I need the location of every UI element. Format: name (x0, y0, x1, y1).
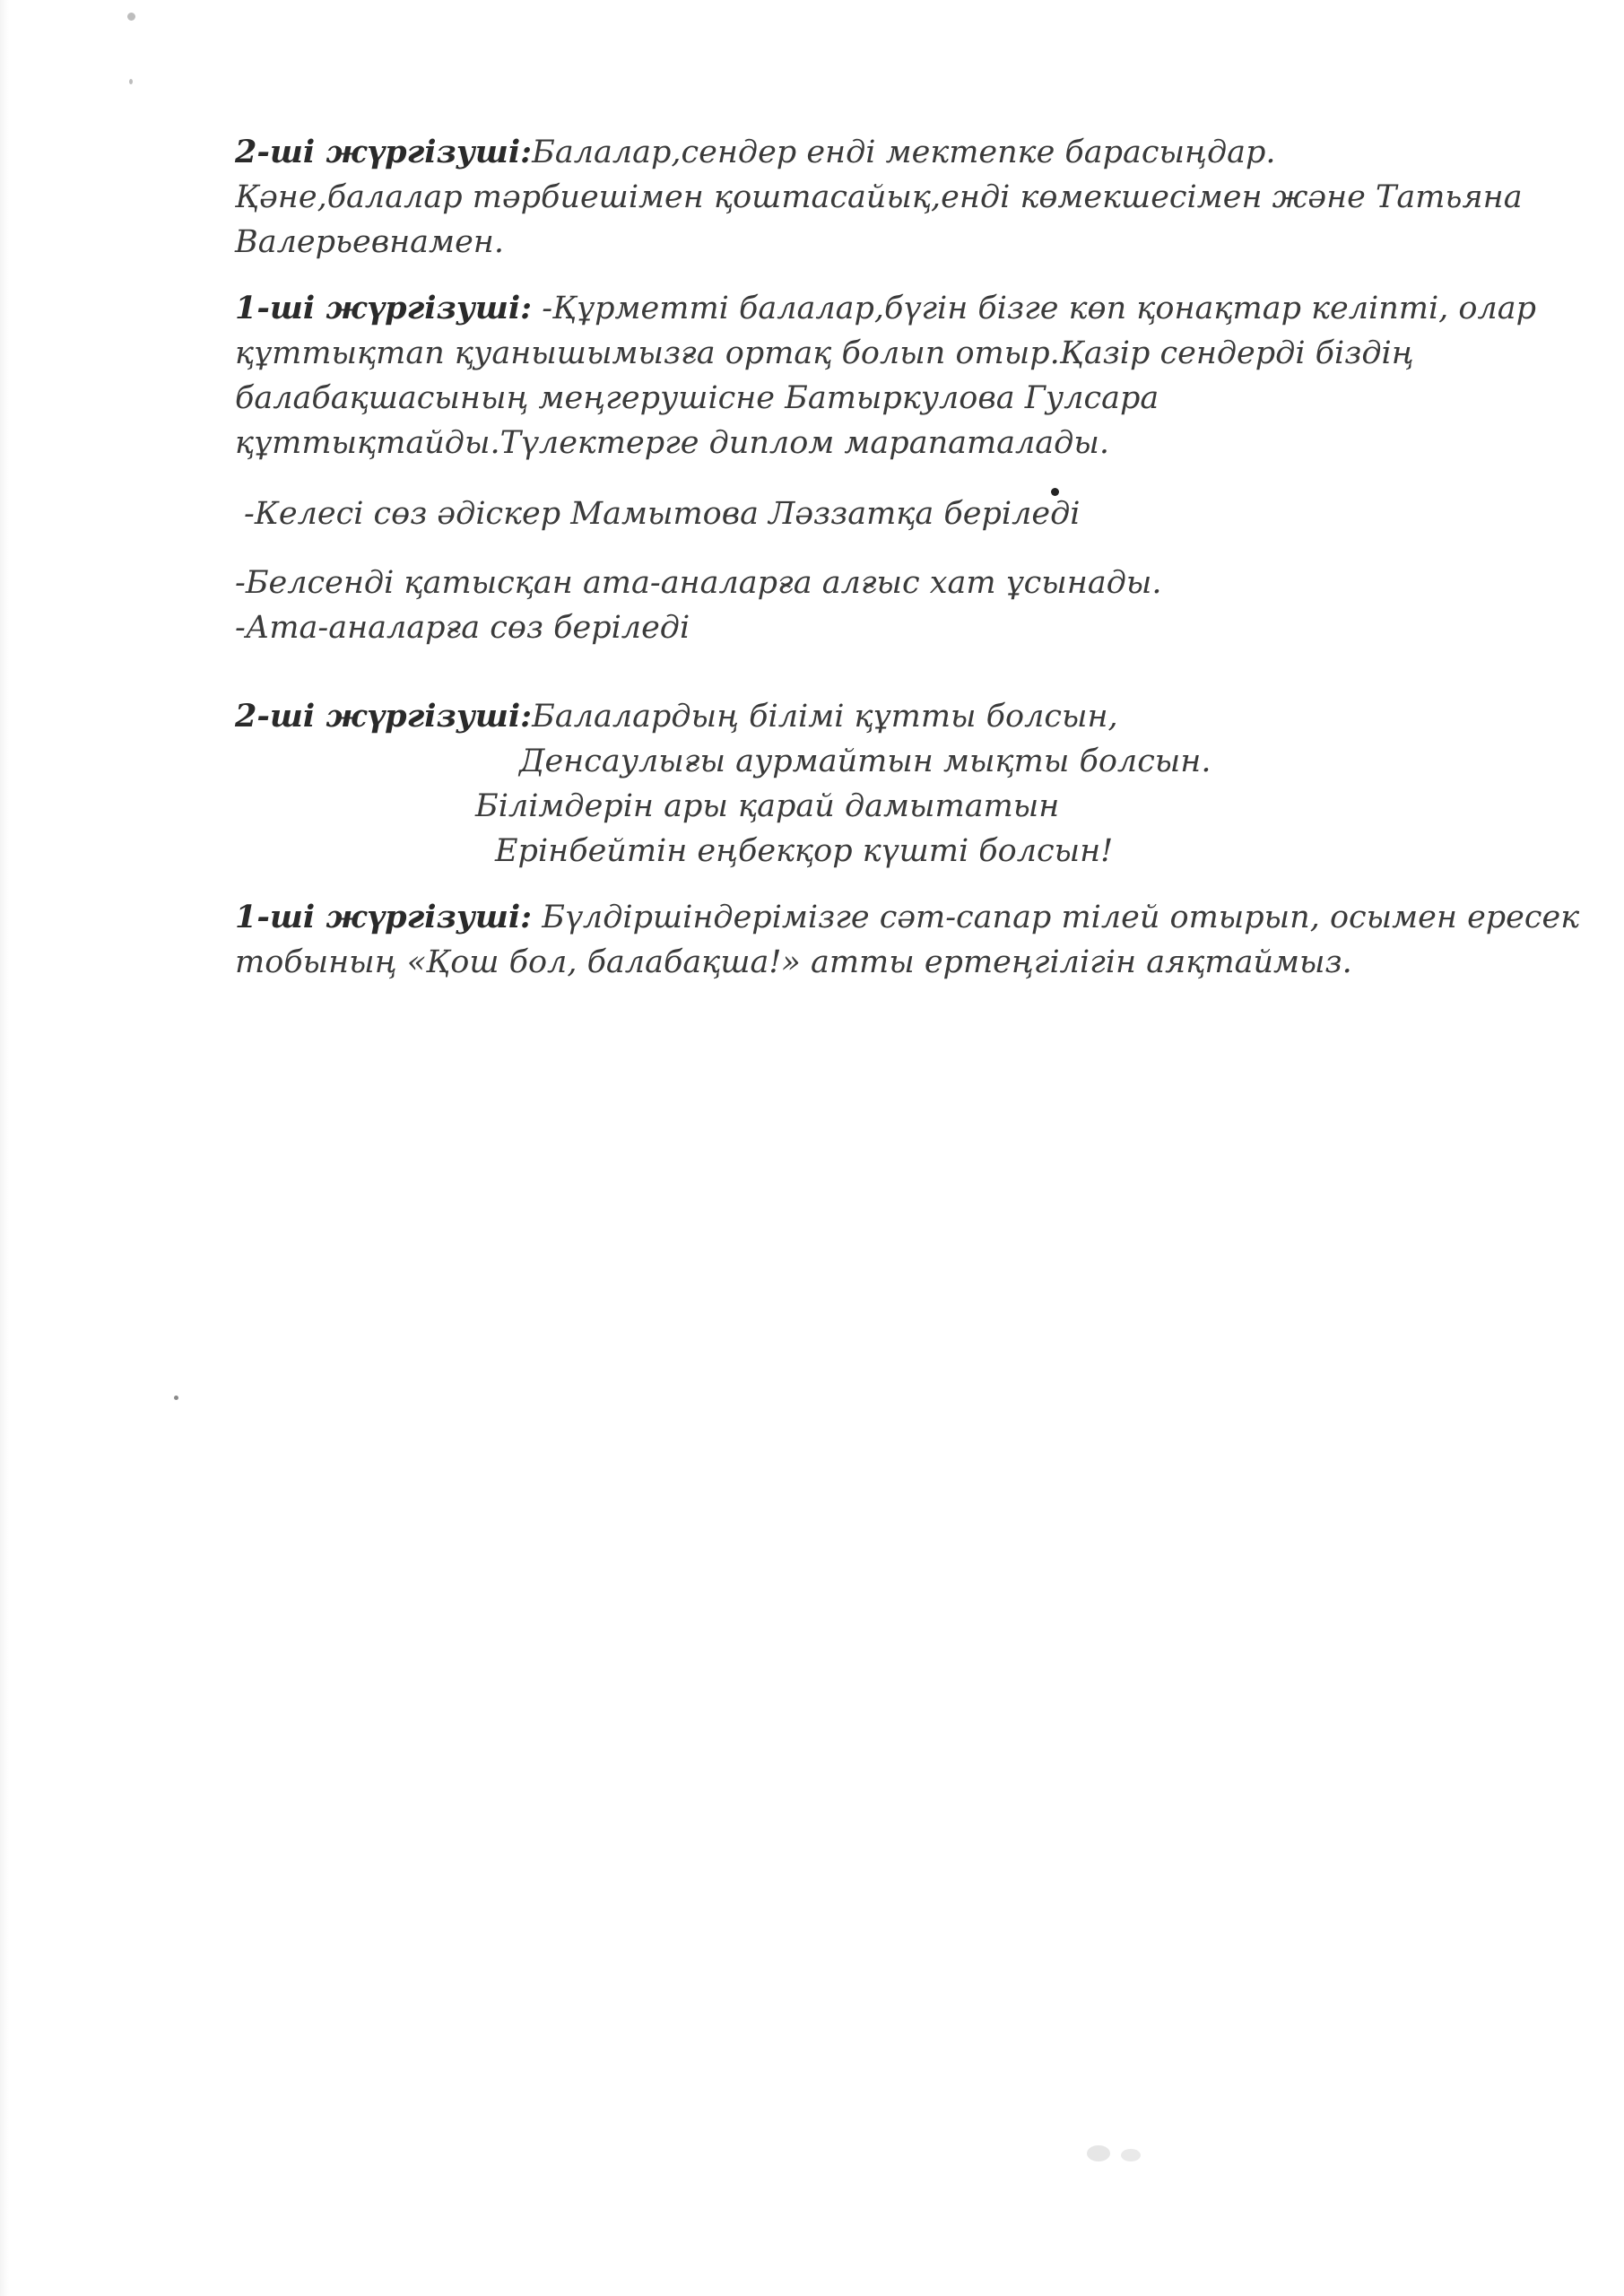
poem-line: 2-ші жүргізуші:Балалардың білімі құтты болсын, (235, 698, 1118, 735)
speaker-label: 2-ші жүргізуші: (235, 698, 533, 735)
paragraph-line: Валерьевнамен. (235, 224, 504, 260)
paragraph-4 (235, 561, 1526, 650)
scan-left-edge (0, 0, 9, 2296)
paragraph-line: -Келесі сөз әдіскер Мамытова Ләззатқа беріледі (244, 496, 1081, 532)
scan-speck (1087, 2145, 1110, 2161)
paragraph-line: 1-ші жүргізуші: Бүлдіршіндерімізге сәт-сапар тілей отырып, осымен ересек (235, 899, 1580, 935)
poem-line: Білімдерін ары қарай дамытатын (475, 788, 1060, 824)
speaker-label: 1-ші жүргізуші: (235, 290, 533, 326)
paragraph-line: балабақшасының меңгерушісне Батыркулова Гулсара (235, 380, 1159, 416)
paragraph-line: құттықтап қуанышымызға ортақ болып отыр.Қазір сендерді біздің (235, 335, 1414, 371)
paragraph-6 (235, 895, 1580, 985)
poem-line: Денсаулығы аурмайтын мықты болсын. (519, 744, 1211, 779)
paragraph-line: 1-ші жүргізуші: -Құрметті балалар,бүгін бізге көп қонақтар келіпті, олар (235, 290, 1537, 326)
paragraph-line: -Белсенді қатысқан ата-аналарға алғыс хат ұсынады. (235, 565, 1162, 601)
poem-line: Ерінбейтін еңбекқор күшті болсын! (495, 833, 1114, 869)
scan-speck (127, 13, 135, 21)
paragraph-5-poem (235, 694, 1526, 874)
speaker-label: 1-ші жүргізуші: (235, 899, 533, 935)
paragraph-line: 2-ші жүргізуші:Балалар,сендер енді мектепке барасыңдар. (235, 134, 1276, 170)
paragraph-line: тобының «Қош бол, балабақша!» атты ертеңгілігін аяқтаймыз. (235, 944, 1352, 980)
paragraph-3 (244, 491, 1535, 536)
speaker-label: 2-ші жүргізуші: (235, 134, 533, 170)
paragraph-1 (235, 130, 1526, 265)
paragraph-2 (235, 286, 1537, 465)
scan-speck (1121, 2149, 1141, 2161)
paragraph-line: құттықтайды.Түлектерге диплом марапаталады. (235, 425, 1109, 461)
paragraph-line: Қәне,балалар тәрбиешімен қоштасайық,енді көмекшесімен және Татьяна (235, 179, 1523, 215)
scan-speck (174, 1396, 178, 1400)
paragraph-line: -Ата-аналарға сөз беріледі (235, 610, 690, 646)
ink-dot (1051, 488, 1059, 496)
scan-speck (129, 79, 133, 84)
